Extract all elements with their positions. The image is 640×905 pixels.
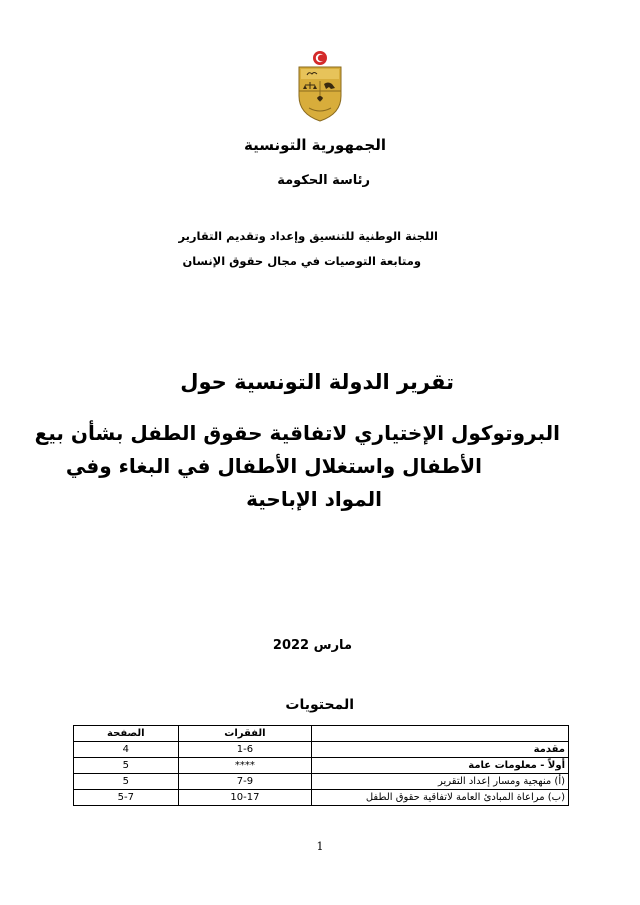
toc-row-item: مقدمة — [312, 742, 569, 758]
toc-row[interactable] — [74, 758, 569, 774]
toc-row-paragraphs: **** — [178, 758, 312, 774]
toc-row-page: 4 — [74, 742, 179, 758]
toc-row-item: (أ) منهجية ومسار إعداد التقرير — [312, 774, 569, 790]
page-number: 1 — [316, 840, 324, 853]
report-title-line-3: المواد الإباحية — [246, 487, 382, 511]
report-title-line-1: البروتوكول الإختياري لاتفاقية حقوق الطفل بشأن بيع — [34, 421, 560, 445]
toc-row[interactable] — [74, 742, 569, 758]
committee-line-1: اللجنة الوطنية للتنسيق وإعداد وتقديم التقارير — [178, 229, 438, 243]
toc-header-page: الصفحة — [74, 726, 179, 742]
report-title-line-2: الأطفال واستغلال الأطفال في البغاء وفي — [65, 454, 482, 478]
toc-row-item: أولاً - معلومات عامة — [312, 758, 569, 774]
toc-row-paragraphs: 7-9 — [178, 774, 312, 790]
toc-title: المحتويات — [285, 697, 354, 713]
republic-name: الجمهورية التونسية — [244, 136, 386, 154]
tunisia-coat-of-arms-icon — [295, 50, 345, 122]
toc-row[interactable] — [74, 790, 569, 806]
toc-row-page: 5 — [74, 758, 179, 774]
toc-row-item: (ب) مراعاة المبادئ العامة لاتفاقية حقوق الطفل — [312, 790, 569, 806]
toc-row-page: 5 — [74, 774, 179, 790]
toc-header-paragraphs: الفقرات — [178, 726, 312, 742]
report-heading: تقرير الدولة التونسية حول — [180, 370, 454, 394]
government-name: رئاسة الحكومة — [277, 173, 370, 188]
toc-row[interactable] — [74, 774, 569, 790]
toc-row-paragraphs: 1-6 — [178, 742, 312, 758]
toc-table — [73, 725, 569, 806]
report-date: مارس 2022 — [272, 638, 352, 653]
toc-row-paragraphs: 10-17 — [178, 790, 312, 806]
committee-line-2: ومتابعة التوصيات في مجال حقوق الإنسان — [182, 254, 421, 268]
toc-header-row — [74, 726, 569, 742]
toc-header-item — [312, 726, 569, 742]
toc-row-page: 5-7 — [74, 790, 179, 806]
